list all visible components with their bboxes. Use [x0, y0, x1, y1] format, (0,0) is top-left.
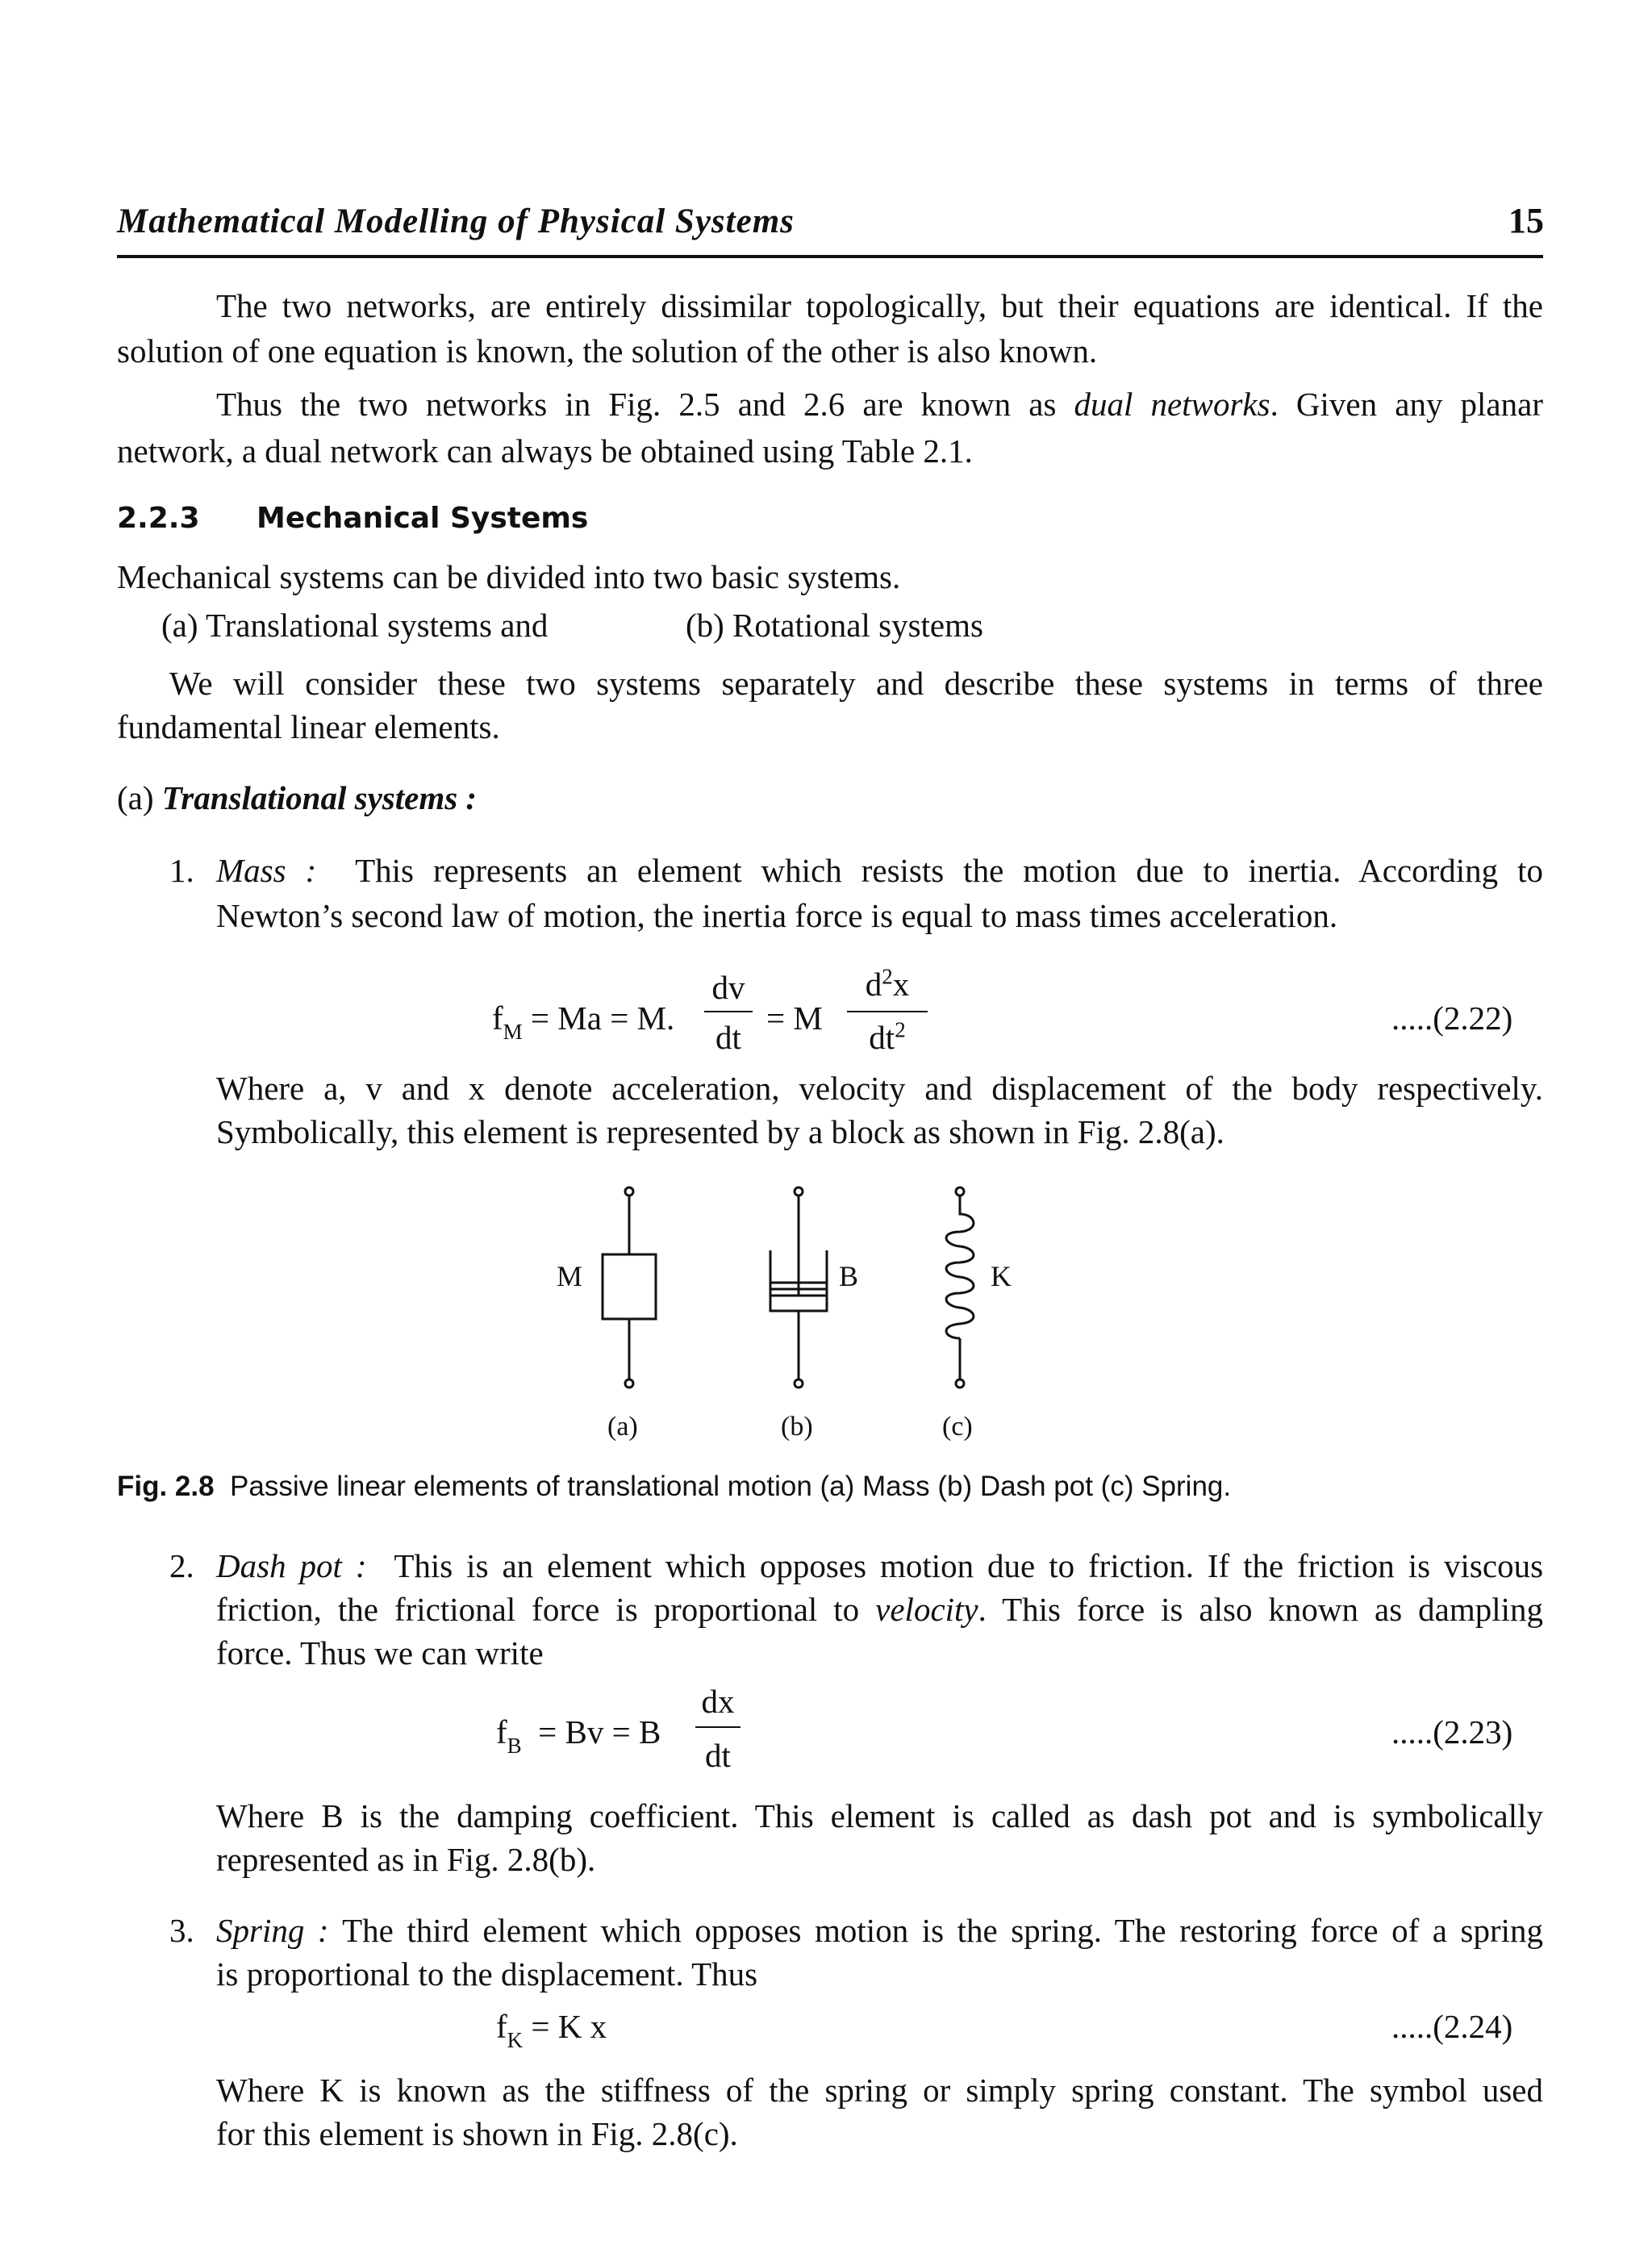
intro-p2-line1: Thus the two networks in Fig. 2.5 and 2.6 are known as dual networks. Given any planar — [216, 386, 1543, 423]
mass-after-line2: Symbolically, this element is represented by a block as shown in Fig. 2.8(a). — [216, 1113, 1224, 1150]
section-p2-line2: fundamental linear elements. — [117, 708, 500, 745]
figure-caption: Fig. 2.8 Passive linear elements of translational motion (a) Mass (b) Dash pot (c) Spring. — [117, 1471, 1232, 1502]
fig-sublabel-a: (a) — [607, 1412, 638, 1442]
dashpot-line3: force. Thus we can write — [216, 1634, 544, 1671]
section-number: 2.2.3 — [117, 502, 200, 535]
eq-2-22-bar1 — [704, 1011, 753, 1012]
mass-line2: Newton’s second law of motion, the inertia force is equal to mass times acceleration. — [216, 897, 1338, 934]
dashpot-after-line2: represented as in Fig. 2.8(b). — [216, 1841, 596, 1878]
spring-symbol — [946, 1187, 974, 1388]
fig-sublabel-c: (c) — [942, 1412, 973, 1442]
section-p1: Mechanical systems can be divided into two basic systems. — [117, 558, 901, 595]
mass-line1: Mass : This represents an element which resists the motion due to inertia. According to — [216, 852, 1543, 889]
eq-2-22-label: .....(2.22) — [1391, 999, 1513, 1037]
mass-after-line1: Where a, v and x denote acceleration, velocity and displacement of the body respectively. — [216, 1070, 1543, 1107]
velocity-term: velocity — [875, 1591, 978, 1628]
dashpot-line1: Dash pot : This is an element which opposes motion due to friction. If the friction is viscous — [216, 1547, 1544, 1584]
dashpot-symbol — [770, 1187, 827, 1388]
eq-2-23-den: dt — [705, 1737, 731, 1774]
intro-p1-line1: The two networks, are entirely dissimilar topologically, but their equations are identical. If the — [216, 287, 1543, 324]
fig-sublabel-b: (b) — [781, 1412, 813, 1442]
spring-line2: is proportional to the displacement. Thus — [216, 1955, 758, 1993]
item-number-1: 1. — [169, 852, 194, 889]
dashpot-line2: friction, the frictional force is proportional to velocity. This force is also known as dampling — [216, 1591, 1543, 1628]
fig-label-b: B — [839, 1260, 859, 1292]
eq-2-22-num2: $d^2x$ — [865, 964, 910, 1003]
eq-2-24: $f_K = K$ x — [496, 2008, 607, 2052]
dashpot-after-line1: Where B is the damping coefficient. This element is called as dash pot and is symbolically — [216, 1797, 1543, 1834]
eq-2-22-den1: dt — [715, 1019, 741, 1056]
mass-symbol — [603, 1187, 656, 1388]
eq-2-22-bar2 — [847, 1011, 928, 1012]
eq-2-22-lhs: $f_M = Ma = M$. — [492, 999, 675, 1044]
eq-2-23-label: .....(2.23) — [1391, 1713, 1513, 1751]
item-number-2: 2. — [169, 1547, 194, 1584]
header-rule — [117, 255, 1543, 258]
page-number: 15 — [1508, 201, 1544, 240]
running-title: Mathematical Modelling of Physical Systems — [117, 202, 795, 240]
eq-2-23-lhs: $f_B = Bv = B$ — [496, 1713, 661, 1758]
spring-after-line2: for this element is shown in Fig. 2.8(c). — [216, 2115, 738, 2152]
subsection-heading: (a) Translational systems : — [117, 779, 478, 816]
eq-2-24-label: .....(2.24) — [1391, 2008, 1513, 2045]
eq-2-23-num: dx — [701, 1683, 735, 1720]
intro-p1-line2: solution of one equation is known, the solution of the other is also known. — [117, 332, 1098, 369]
item-number-3: 3. — [169, 1912, 194, 1949]
dashpot-term: Dash pot : — [216, 1547, 367, 1584]
spring-term: Spring : — [216, 1912, 329, 1949]
fig-label-m: M — [557, 1260, 583, 1292]
eq-2-23-bar — [695, 1726, 740, 1728]
mass-term: Mass : — [216, 852, 317, 889]
eq-2-22-num1: dv — [711, 969, 745, 1006]
option-a: (a) Translational systems and — [161, 607, 549, 644]
section-title: Mechanical Systems — [257, 502, 589, 535]
figure-caption-label: Fig. 2.8 — [117, 1471, 215, 1502]
section-p2-line1: We will consider these two systems separately and describe these systems in terms of three — [169, 665, 1543, 702]
fig-label-k: K — [991, 1260, 1012, 1292]
option-b: (b) Rotational systems — [686, 607, 983, 644]
eq-2-22-den2: $dt^2$ — [869, 1017, 906, 1056]
spring-after-line1: Where K is known as the stiffness of the spring or simply spring constant. The symbol used — [216, 2072, 1543, 2109]
dual-networks-term: dual networks — [1074, 386, 1270, 423]
intro-p2-line2: network, a dual network can always be obtained using Table 2.1. — [117, 432, 973, 469]
eq-2-22-eq2: = M — [766, 999, 823, 1037]
spring-line1: Spring : The third element which opposes motion is the spring. The restoring force of a spring — [216, 1912, 1544, 1949]
